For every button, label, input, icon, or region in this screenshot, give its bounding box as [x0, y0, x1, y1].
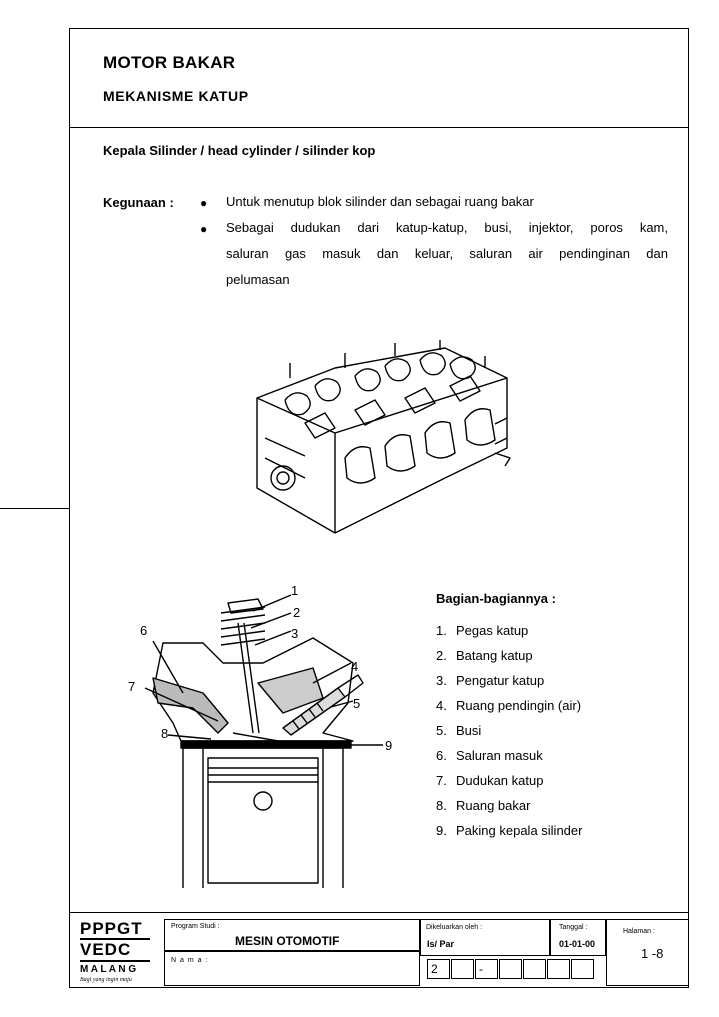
issued-value: Is/ Par [427, 939, 455, 949]
callout-2: 2 [293, 605, 301, 620]
bullet-icon: ● [200, 196, 208, 210]
callout-7: 7 [128, 679, 136, 694]
list-item: 7. Dudukan katup [436, 773, 544, 788]
date-value: 01-01-00 [559, 939, 596, 949]
callout-4: 4 [351, 659, 359, 674]
valve-mechanism-diagram [113, 583, 403, 893]
code-cell [451, 959, 474, 979]
date-box [550, 919, 606, 956]
parts-list [436, 618, 582, 843]
callout-3: 3 [291, 626, 299, 641]
issued-box [420, 919, 550, 956]
page-label: Halaman : [623, 928, 655, 935]
use-item-2-line-2: saluran gas masuk dan keluar, saluran air pendinginan dan [226, 246, 668, 261]
nama-label: N a m a : [171, 957, 209, 964]
callout-5: 5 [353, 696, 361, 711]
logo-tagline: Bagi yang ingin maju [80, 977, 132, 983]
kegunaan-label: Kegunaan : [103, 195, 174, 210]
code-cell [499, 959, 522, 979]
program-label: Program Studi : [171, 923, 220, 930]
list-item: 9. Paking kepala silinder [436, 823, 583, 838]
list-item: 2. Batang katup [436, 648, 533, 663]
document-subtitle: MEKANISME KATUP [103, 88, 249, 104]
section-heading: Kepala Silinder / head cylinder / silinder kop [103, 143, 376, 158]
header-divider [69, 127, 689, 128]
pppgt-logo [80, 920, 158, 986]
logo-mid: VEDC [80, 940, 150, 962]
nama-box [164, 951, 420, 986]
bullet-icon: ● [200, 222, 208, 236]
program-box [164, 919, 420, 951]
callout-8: 8 [161, 726, 169, 741]
callout-9: 9 [385, 738, 393, 753]
code-cell: 2 [427, 959, 450, 979]
code-cell [523, 959, 546, 979]
logo-city: M A L A N G [80, 964, 137, 975]
parts-title: Bagian-bagiannya : [436, 591, 556, 606]
use-item-1: Untuk menutup blok silinder dan sebagai ruang bakar [226, 194, 534, 209]
list-item: 8. Ruang bakar [436, 798, 531, 813]
program-value: MESIN OTOMOTIF [235, 934, 340, 948]
cylinder-head-illustration [245, 338, 515, 538]
code-cell [571, 959, 594, 979]
page-box [606, 919, 689, 986]
code-cell [547, 959, 570, 979]
margin-mark [0, 508, 69, 509]
callout-6: 6 [140, 623, 148, 638]
code-cell: - [475, 959, 498, 979]
date-label: Tanggal : [559, 924, 588, 931]
list-item: 1. Pegas katup [436, 623, 529, 638]
list-item: 5. Busi [436, 723, 482, 738]
callout-1: 1 [291, 583, 299, 598]
logo-top: PPPGT [80, 920, 150, 940]
footer-divider [69, 912, 689, 913]
document-code-cells [427, 959, 595, 979]
document-title: MOTOR BAKAR [103, 53, 236, 72]
page-value: 1 -8 [641, 946, 664, 961]
use-item-2-line-1: Sebagai dudukan dari katup-katup, busi, injektor, poros kam, [226, 220, 668, 235]
use-item-2-line-3: pelumasan [226, 272, 290, 287]
list-item: 4. Ruang pendingin (air) [436, 698, 582, 713]
list-item: 3. Pengatur katup [436, 673, 545, 688]
list-item: 6. Saluran masuk [436, 748, 543, 763]
issued-label: Dikeluarkan oleh : [426, 924, 483, 931]
